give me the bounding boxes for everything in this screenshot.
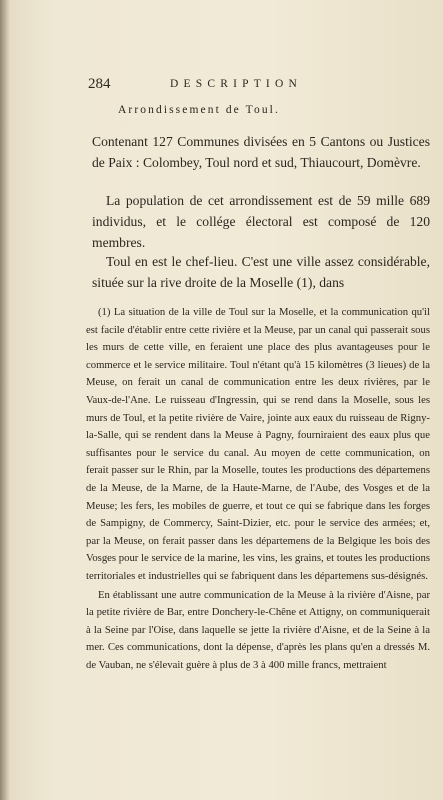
paragraph-1: La population de cet arrondissement est de 59 mille 689 individus, et le collége électoral est composé de 120 membres. (92, 193, 430, 250)
footnote-1: (1) La situation de la ville de Toul sur la Moselle, et la communication qu'il est facile d'établir entre cette rivière et la Meuse, par un canal qui passerait sous les murs de cette ville, en feraient une place des plus avantageuses pour le commerce et le service militaire. Toul n'étant qu'à 15 kilomètres (3 lieues) de la Meuse, on ferait un canal de communication entre les deux rivières, par le Vaux-de-l'Ane. Le ruisseau d'Ingressin, qui se rend dans la Moselle, sous les murs de Toul, et la petite rivière de Vaire, jointe aux eaux du ruisseau de Rigny-la-Salle, qui se rendent dans la Meuse à Pagny, fourniraient des eaux plus que suffisantes pour le service du canal. Au moyen de cette communication, on ferait passer sur le Rhin, par la Moselle, toutes les productions des départemens de la Meuse, de la Marne, de la Haute-Marne, de l'Aube, des Vosges et de la Meuse; les fers, les mobiles de guerre, et tout ce qui se fabrique dans les forges de Sampigny, de Commercy, Saint-Dizier, etc. pour le service des armées; et, par la Meuse, on ferait passer dans les départemens de la Belgique les bois des Vosges pour le service de la marine, les vins, les grains, et toutes les productions territoriales et industrielles qui se fabriquent dans les départemens sus-désignés. (86, 306, 430, 582)
population-paragraph (92, 190, 430, 253)
footnote-2: En établissant une autre communication de la Meuse à la rivière d'Aisne, par la petite rivière de Bar, entre Donchery-le-Chêne et Attigny, on communiquerait à la Seine par l'Oise, dans laquelle se jette la rivière d'Aisne, et de la Seine à la mer. Ces communications, dont la dépense, d'après les plans qu'en a dressés M. de Vauban, ne s'élevait guère à plus de 3 à 400 mille francs, mettraient (86, 588, 430, 671)
paragraph-2: Toul en est le chef-lieu. C'est une ville assez considérable, située sur la rive droite de la Moselle (1), dans (92, 254, 430, 290)
running-title: DESCRIPTION (170, 78, 302, 90)
footnote-block (86, 304, 430, 674)
page-header (88, 76, 428, 96)
page-binding-shadow (0, 0, 10, 800)
section-title: Arrondissement de Toul. (118, 104, 280, 116)
summary-text: Contenant 127 Communes divisées en 5 Cantons ou Justices de Paix : Colombey, Toul nord et sud, Thiaucourt, Domèvre. (92, 134, 430, 170)
arrondissement-summary (92, 131, 430, 173)
page-number: 284 (88, 76, 111, 92)
toul-paragraph (92, 251, 430, 293)
